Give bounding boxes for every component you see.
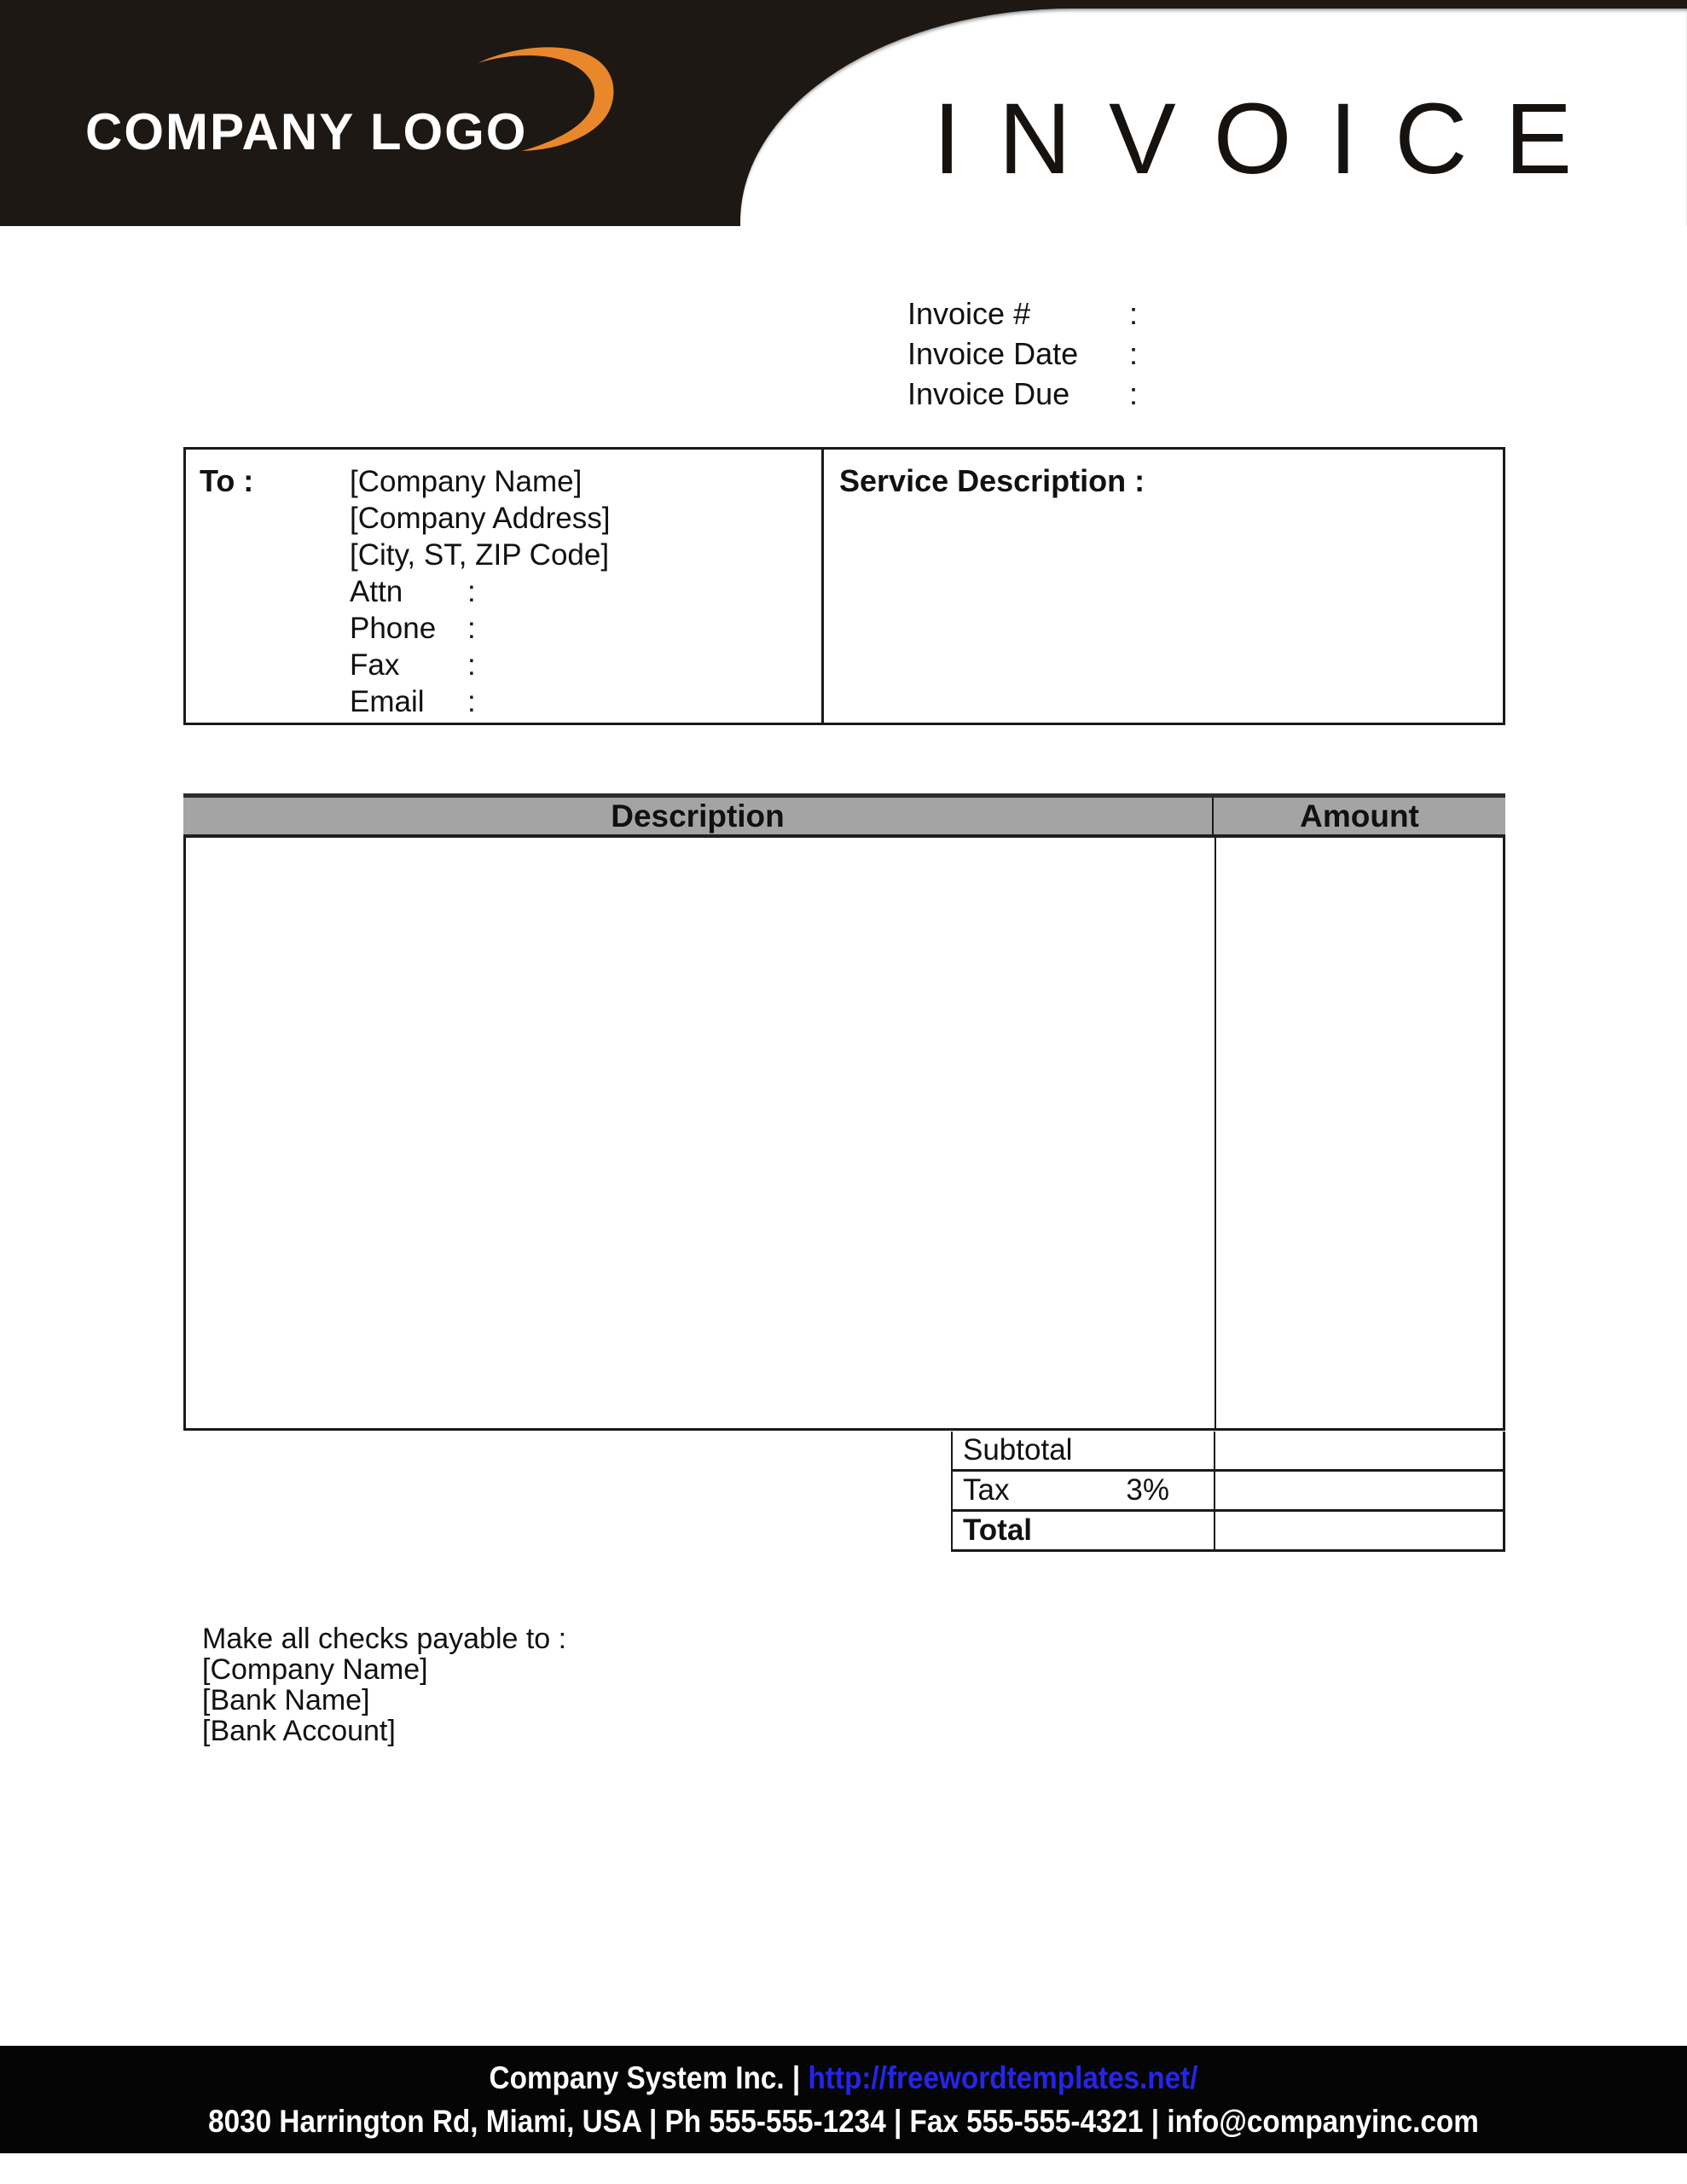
colon: : [1129, 336, 1139, 371]
amount-column-header: Amount [1300, 798, 1419, 834]
invoice-due-value[interactable] [1155, 374, 1308, 414]
logo-swoosh-icon [471, 41, 620, 154]
payable-company-name: [Company Name] [202, 1653, 428, 1686]
service-description-label: Service Description : [839, 463, 1145, 498]
page-title: INVOICE [933, 83, 1610, 195]
colon: : [1129, 296, 1139, 331]
footer-separator: | [791, 2060, 801, 2095]
email-value[interactable] [496, 683, 810, 720]
bill-to-heading: To : [200, 463, 254, 498]
colon: : [1129, 376, 1139, 411]
footer-bar [0, 2046, 1687, 2153]
amount-cell[interactable] [1216, 838, 1503, 1428]
bill-to-company-address[interactable]: [Company Address] [350, 502, 611, 535]
totals-table [951, 1432, 1505, 1552]
items-table [183, 793, 1505, 1431]
attn-label: Attn [350, 575, 403, 608]
invoice-date-row [907, 334, 1308, 374]
tax-row [953, 1472, 1505, 1512]
tax-label: Tax [963, 1473, 1010, 1507]
attn-row [350, 573, 810, 610]
service-description-value[interactable] [839, 509, 1494, 717]
colon: : [467, 685, 476, 718]
payable-heading: Make all checks payable to : [202, 1623, 567, 1655]
tax-value[interactable] [1215, 1472, 1505, 1509]
payable-bank-account: [Bank Account] [202, 1715, 396, 1747]
bill-to-city-line[interactable]: [City, ST, ZIP Code] [350, 538, 610, 572]
bill-to-box [183, 447, 1505, 725]
colon: : [467, 612, 476, 645]
email-row [350, 683, 810, 720]
invoice-date-value[interactable] [1155, 334, 1308, 374]
description-column-header: Description [183, 798, 1214, 834]
total-label: Total [953, 1512, 1215, 1549]
invoice-meta [907, 293, 1308, 414]
tax-rate: 3% [1126, 1473, 1169, 1507]
tax-label-cell [953, 1472, 1215, 1509]
total-value[interactable] [1215, 1512, 1505, 1549]
fax-row [350, 647, 810, 683]
fax-label: Fax [350, 648, 400, 682]
email-label: Email [350, 685, 425, 718]
payable-bank-name: [Bank Name] [202, 1684, 370, 1716]
invoice-due-label: Invoice Due [907, 376, 1070, 411]
invoice-date-label: Invoice Date [907, 336, 1079, 371]
subtotal-value[interactable] [1215, 1432, 1505, 1469]
colon: : [467, 648, 476, 682]
footer-url-link[interactable]: http://freewordtemplates.net/ [808, 2060, 1198, 2095]
items-table-header [183, 793, 1505, 838]
bill-to-section [186, 450, 824, 723]
description-cell[interactable] [186, 838, 1216, 1428]
company-logo: COMPANY LOGO [85, 103, 528, 160]
invoice-number-label: Invoice # [907, 296, 1031, 331]
footer-company: Company System Inc. [489, 2060, 785, 2095]
subtotal-label: Subtotal [953, 1432, 1215, 1469]
phone-label: Phone [350, 612, 437, 645]
invoice-due-row [907, 374, 1308, 414]
phone-row [350, 610, 810, 647]
header-banner [0, 0, 1687, 226]
invoice-number-row [907, 293, 1308, 334]
footer-contact-line: 8030 Harrington Rd, Miami, USA | Ph 555-555-1234 | Fax 555-555-4321 | info@companyinc.com [208, 2104, 1479, 2139]
colon: : [467, 575, 476, 608]
attn-value[interactable] [496, 573, 810, 610]
subtotal-row [953, 1432, 1505, 1472]
bill-to-fields [350, 463, 810, 720]
items-table-body [183, 838, 1505, 1431]
payable-block [202, 1623, 566, 1746]
footer-company-line [84, 2062, 1603, 2094]
service-description-section [824, 450, 1503, 723]
phone-value[interactable] [496, 610, 810, 647]
fax-value[interactable] [496, 647, 810, 683]
total-row [953, 1512, 1505, 1552]
invoice-number-value[interactable] [1155, 293, 1308, 334]
bill-to-company-name[interactable]: [Company Name] [350, 465, 583, 498]
